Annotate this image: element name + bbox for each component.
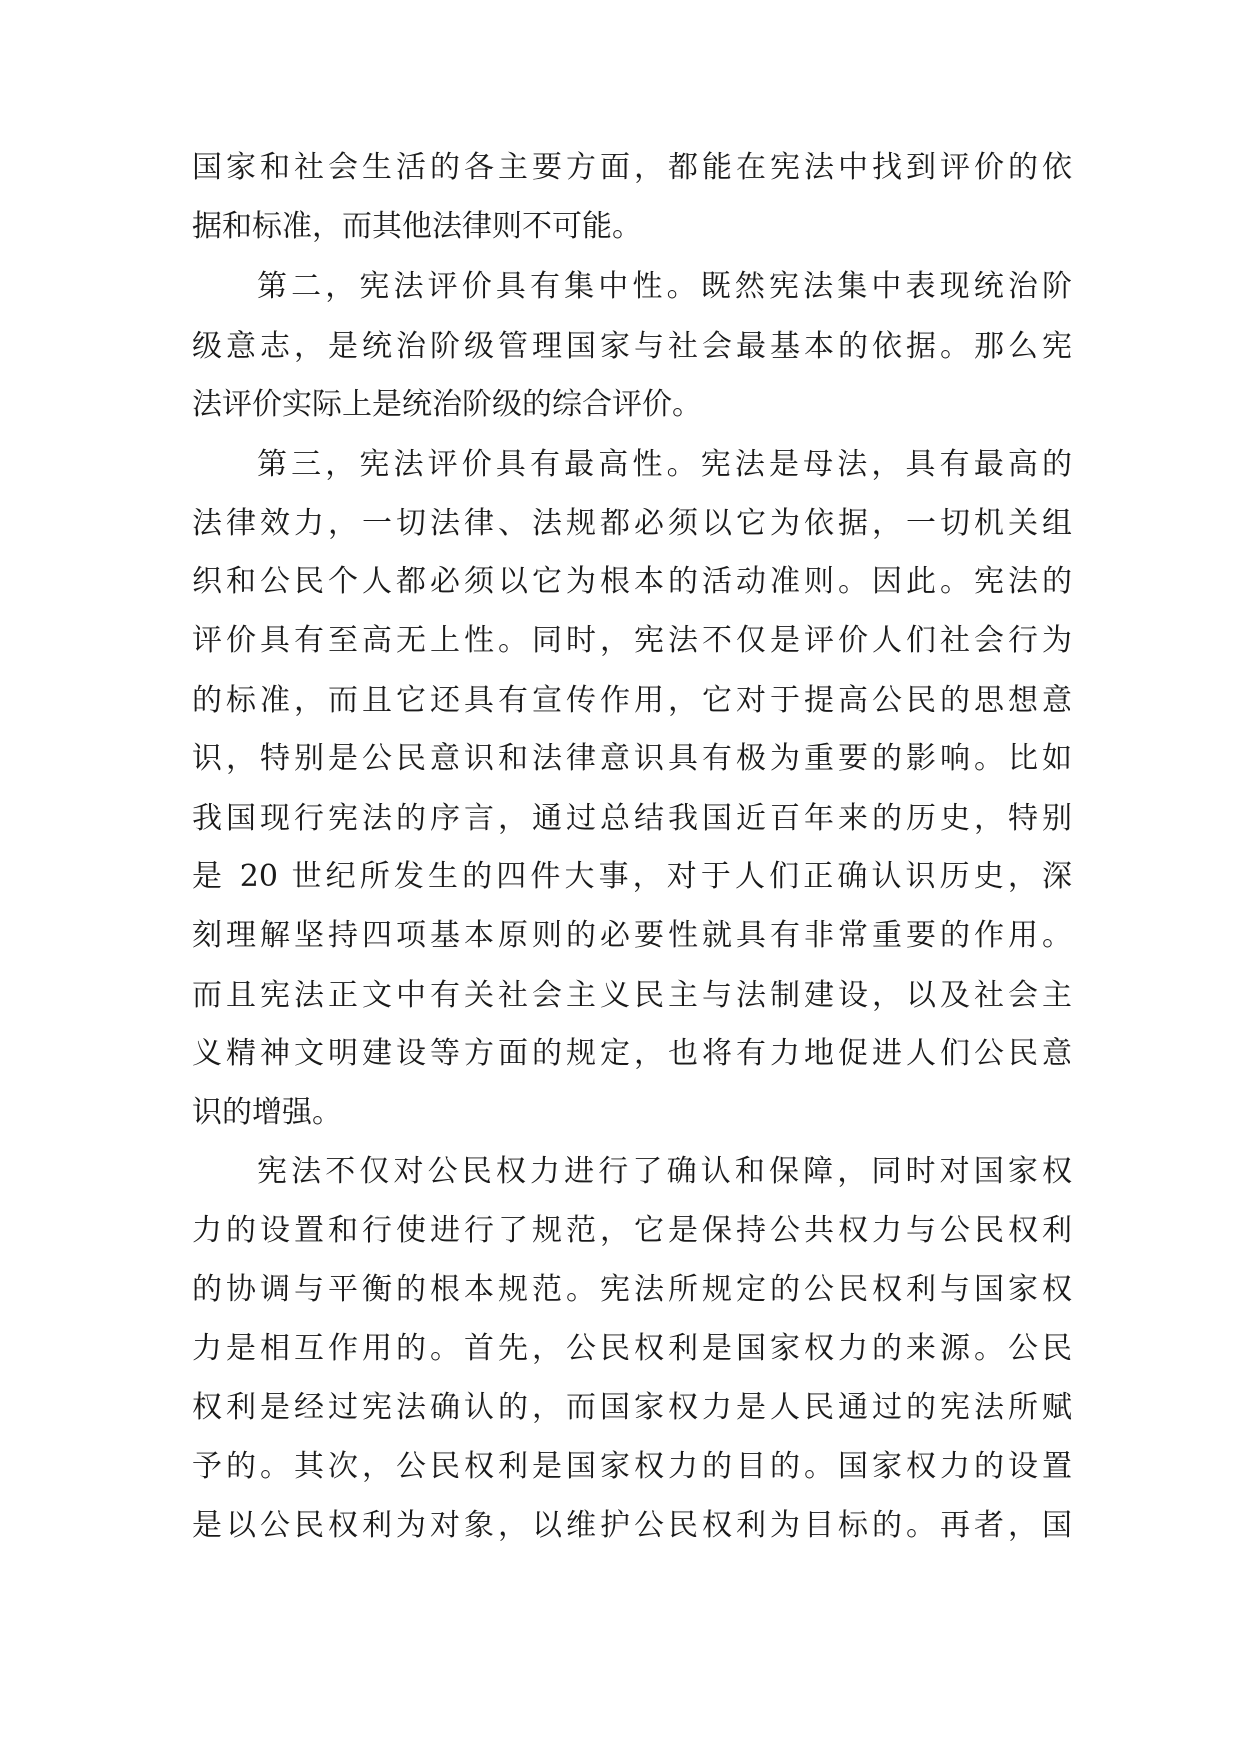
text-line: 刻理解坚持四项基本原则的必要性就具有非常重要的作用。 (192, 918, 1072, 953)
text-line: 识的增强。 (192, 1095, 342, 1130)
text-line: 国家和社会生活的各主要方面，都能在宪法中找到评价的依 (192, 150, 1072, 185)
text-line: 的协调与平衡的根本规范。宪法所规定的公民权利与国家权 (192, 1272, 1072, 1307)
text-line: 的标准，而且它还具有宣传作用，它对于提高公民的思想意 (192, 683, 1072, 718)
text-line: 法评价实际上是统治阶级的综合评价。 (192, 387, 702, 422)
text-line: 法律效力，一切法律、法规都必须以它为依据，一切机关组 (192, 506, 1072, 541)
text-line: 义精神文明建设等方面的规定，也将有力地促进人们公民意 (192, 1036, 1072, 1071)
text-line: 力是相互作用的。首先，公民权利是国家权力的来源。公民 (192, 1331, 1072, 1366)
text-line: 我国现行宪法的序言，通过总结我国近百年来的历史，特别 (192, 801, 1072, 836)
text-line: 第二，宪法评价具有集中性。既然宪法集中表现统治阶 (257, 269, 1072, 304)
text-line: 是 20 世纪所发生的四件大事，对于人们正确认识历史，深 (192, 859, 1072, 894)
text-line: 宪法不仅对公民权力进行了确认和保障，同时对国家权 (257, 1154, 1072, 1189)
text-line: 评价具有至高无上性。同时，宪法不仅是评价人们社会行为 (192, 623, 1072, 658)
text-line: 织和公民个人都必须以它为根本的活动准则。因此。宪法的 (192, 564, 1072, 599)
text-line: 权利是经过宪法确认的，而国家权力是人民通过的宪法所赋 (192, 1390, 1072, 1425)
text-line: 识，特别是公民意识和法律意识具有极为重要的影响。比如 (192, 741, 1072, 776)
text-line: 予的。其次，公民权利是国家权力的目的。国家权力的设置 (192, 1449, 1072, 1484)
text-line: 而且宪法正文中有关社会主义民主与法制建设，以及社会主 (192, 978, 1072, 1013)
text-line: 第三，宪法评价具有最高性。宪法是母法，具有最高的 (257, 447, 1072, 482)
text-line: 据和标准，而其他法律则不可能。 (192, 209, 642, 244)
text-line: 力的设置和行使进行了规范，它是保持公共权力与公民权利 (192, 1213, 1072, 1248)
text-line: 是以公民权利为对象，以维护公民权利为目标的。再者，国 (192, 1508, 1072, 1543)
text-line: 级意志，是统治阶级管理国家与社会最基本的依据。那么宪 (192, 329, 1072, 364)
